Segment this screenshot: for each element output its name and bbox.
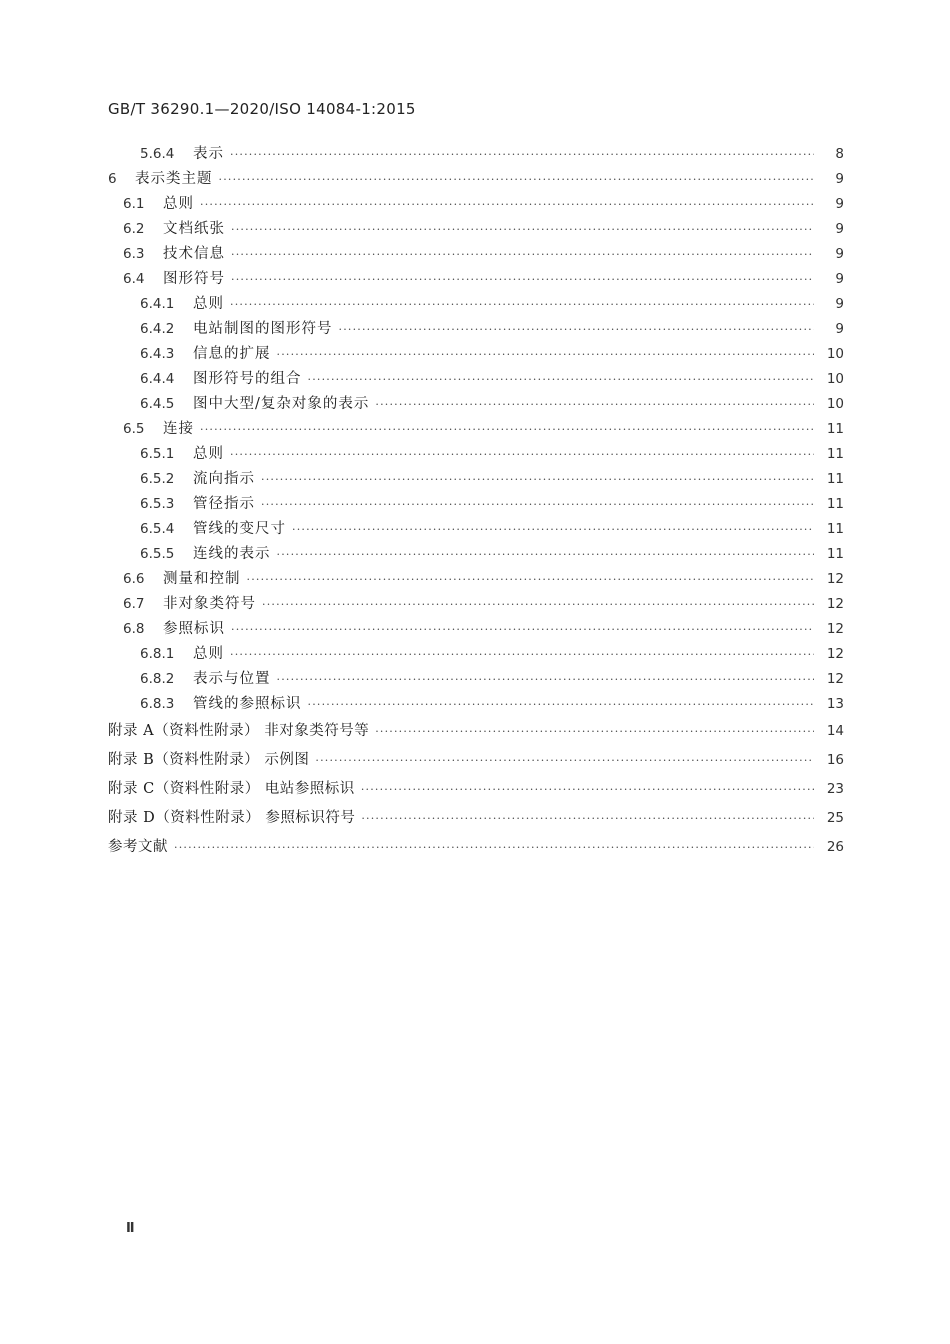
toc-entry-title: 表示 bbox=[193, 146, 224, 162]
toc-entry-number: 6.4 bbox=[123, 271, 145, 287]
toc-entry[interactable] bbox=[108, 267, 844, 292]
toc-entry[interactable] bbox=[108, 367, 844, 392]
toc-entry-page: 9 bbox=[835, 171, 844, 187]
toc-entry-title: 技术信息 bbox=[163, 246, 225, 262]
table-of-contents bbox=[108, 142, 844, 862]
toc-leader-dots bbox=[230, 292, 814, 317]
toc-entry-number: 6.5.3 bbox=[140, 496, 175, 512]
toc-entry-page: 9 bbox=[835, 246, 844, 262]
toc-entry-number: 6.5.2 bbox=[140, 471, 175, 487]
toc-leader-dots bbox=[200, 192, 814, 217]
toc-entry[interactable] bbox=[108, 567, 844, 592]
toc-entry[interactable] bbox=[108, 492, 844, 517]
toc-entry-page: 11 bbox=[826, 421, 844, 437]
toc-entry-title: 信息的扩展 bbox=[193, 346, 271, 362]
toc-entry-title: 非对象类符号 bbox=[163, 596, 256, 612]
toc-leader-dots bbox=[262, 592, 814, 617]
toc-entry-page: 11 bbox=[826, 446, 844, 462]
toc-leader-dots bbox=[339, 317, 815, 342]
toc-entry-title: 管径指示 bbox=[193, 496, 255, 512]
toc-entry-title: 管线的参照标识 bbox=[193, 696, 302, 712]
toc-entry-page: 8 bbox=[835, 146, 844, 162]
toc-entry-page: 12 bbox=[826, 646, 844, 662]
toc-entry-title: 图形符号的组合 bbox=[193, 371, 302, 387]
toc-appendix-entry[interactable] bbox=[108, 804, 844, 833]
toc-entry-number: 6.1 bbox=[123, 196, 145, 212]
toc-appendix-title: 附录 D（资料性附录） 参照标识符号 bbox=[108, 810, 356, 826]
toc-entry[interactable] bbox=[108, 242, 844, 267]
toc-appendix-page: 26 bbox=[826, 839, 844, 855]
toc-appendix-page: 25 bbox=[826, 810, 844, 826]
toc-leader-dots bbox=[200, 417, 814, 442]
toc-entry-number: 6.4.5 bbox=[140, 396, 175, 412]
toc-entry-page: 10 bbox=[826, 346, 844, 362]
document-id-header: GB/T 36290.1—2020/ISO 14084-1:2015 bbox=[108, 100, 416, 118]
toc-leader-dots bbox=[247, 567, 815, 592]
toc-appendix-title: 参考文献 bbox=[108, 839, 168, 855]
toc-entry-title: 文档纸张 bbox=[163, 221, 225, 237]
toc-entry-title: 总则 bbox=[193, 296, 224, 312]
toc-leader-dots bbox=[361, 804, 814, 829]
toc-entry[interactable] bbox=[108, 142, 844, 167]
toc-appendix-page: 16 bbox=[826, 752, 844, 768]
toc-leader-dots bbox=[277, 342, 815, 367]
page-number: Ⅱ bbox=[126, 1221, 135, 1236]
toc-entry[interactable] bbox=[108, 592, 844, 617]
toc-appendix-entry[interactable] bbox=[108, 717, 844, 746]
toc-entry-page: 12 bbox=[826, 671, 844, 687]
toc-entry-number: 6 bbox=[108, 171, 117, 187]
toc-appendix-page: 23 bbox=[826, 781, 844, 797]
toc-entry-number: 6.8 bbox=[123, 621, 145, 637]
toc-entry-page: 13 bbox=[826, 696, 844, 712]
toc-entry-page: 9 bbox=[835, 271, 844, 287]
toc-entry-page: 9 bbox=[835, 221, 844, 237]
toc-leader-dots bbox=[308, 692, 815, 717]
toc-entry-page: 10 bbox=[826, 396, 844, 412]
toc-entry[interactable] bbox=[108, 317, 844, 342]
toc-entry[interactable] bbox=[108, 192, 844, 217]
toc-entry-title: 图形符号 bbox=[163, 271, 225, 287]
toc-entry-title: 参照标识 bbox=[163, 621, 225, 637]
toc-entry[interactable] bbox=[108, 167, 844, 192]
toc-appendix-entry[interactable] bbox=[108, 775, 844, 804]
toc-entry-title: 管线的变尺寸 bbox=[193, 521, 286, 537]
toc-entry-number: 6.5.5 bbox=[140, 546, 175, 562]
toc-entry[interactable] bbox=[108, 692, 844, 717]
toc-entry-page: 9 bbox=[835, 196, 844, 212]
toc-leader-dots bbox=[219, 167, 815, 192]
toc-entry[interactable] bbox=[108, 642, 844, 667]
toc-entry[interactable] bbox=[108, 467, 844, 492]
toc-entry-number: 5.6.4 bbox=[140, 146, 175, 162]
toc-leader-dots bbox=[231, 617, 814, 642]
toc-entry-number: 6.8.3 bbox=[140, 696, 175, 712]
toc-entry-number: 6.4.1 bbox=[140, 296, 175, 312]
toc-appendix-title: 附录 B（资料性附录） 示例图 bbox=[108, 752, 310, 768]
toc-entry-title: 流向指示 bbox=[193, 471, 255, 487]
toc-appendix-entry[interactable] bbox=[108, 746, 844, 775]
toc-entry-title: 图中大型/复杂对象的表示 bbox=[193, 396, 370, 412]
toc-appendix-title: 附录 C（资料性附录） 电站参照标识 bbox=[108, 781, 355, 797]
toc-leader-dots bbox=[231, 242, 814, 267]
toc-entry-page: 11 bbox=[826, 496, 844, 512]
toc-entry[interactable] bbox=[108, 617, 844, 642]
toc-entry-number: 6.2 bbox=[123, 221, 145, 237]
toc-entry[interactable] bbox=[108, 217, 844, 242]
toc-entry-title: 总则 bbox=[193, 446, 224, 462]
toc-leader-dots bbox=[261, 467, 814, 492]
toc-entry-page: 9 bbox=[835, 296, 844, 312]
toc-leader-dots bbox=[361, 775, 814, 800]
toc-leader-dots bbox=[277, 667, 815, 692]
toc-leader-dots bbox=[230, 442, 814, 467]
toc-appendix-title: 附录 A（资料性附录） 非对象类符号等 bbox=[108, 723, 370, 739]
toc-entry[interactable] bbox=[108, 392, 844, 417]
toc-entry-number: 6.5.4 bbox=[140, 521, 175, 537]
toc-entry[interactable] bbox=[108, 542, 844, 567]
toc-entry-number: 6.6 bbox=[123, 571, 145, 587]
toc-entry-title: 连接 bbox=[163, 421, 194, 437]
toc-entry-page: 12 bbox=[826, 571, 844, 587]
toc-entry-page: 11 bbox=[826, 546, 844, 562]
toc-leader-dots bbox=[231, 267, 814, 292]
toc-leader-dots bbox=[231, 217, 814, 242]
toc-entry-number: 6.8.1 bbox=[140, 646, 175, 662]
toc-entry-title: 测量和控制 bbox=[163, 571, 241, 587]
toc-entry-page: 11 bbox=[826, 521, 844, 537]
toc-leader-dots bbox=[375, 717, 814, 742]
toc-leader-dots bbox=[315, 746, 814, 771]
toc-entry-number: 6.4.2 bbox=[140, 321, 175, 337]
toc-entry-number: 6.8.2 bbox=[140, 671, 175, 687]
toc-entry-page: 12 bbox=[826, 596, 844, 612]
toc-entry-title: 总则 bbox=[163, 196, 194, 212]
toc-leader-dots bbox=[292, 517, 814, 542]
toc-leader-dots bbox=[230, 642, 814, 667]
toc-appendix-entry[interactable] bbox=[108, 833, 844, 862]
toc-entry-number: 6.4.3 bbox=[140, 346, 175, 362]
toc-entry[interactable] bbox=[108, 342, 844, 367]
toc-entry-title: 总则 bbox=[193, 646, 224, 662]
toc-leader-dots bbox=[261, 492, 814, 517]
toc-entry-number: 6.5 bbox=[123, 421, 145, 437]
toc-entry[interactable] bbox=[108, 442, 844, 467]
toc-entry-page: 11 bbox=[826, 471, 844, 487]
toc-entry-title: 表示与位置 bbox=[193, 671, 271, 687]
toc-leader-dots bbox=[230, 142, 814, 167]
toc-entry-page: 12 bbox=[826, 621, 844, 637]
toc-entry-number: 6.7 bbox=[123, 596, 145, 612]
toc-entry[interactable] bbox=[108, 417, 844, 442]
toc-leader-dots bbox=[375, 392, 814, 417]
toc-leader-dots bbox=[174, 833, 814, 858]
toc-entry-number: 6.3 bbox=[123, 246, 145, 262]
toc-entry[interactable] bbox=[108, 667, 844, 692]
toc-leader-dots bbox=[277, 542, 815, 567]
toc-entry-title: 表示类主题 bbox=[135, 171, 213, 187]
toc-entry-number: 6.5.1 bbox=[140, 446, 175, 462]
toc-entry-title: 连线的表示 bbox=[193, 546, 271, 562]
toc-entry[interactable] bbox=[108, 292, 844, 317]
toc-entry[interactable] bbox=[108, 517, 844, 542]
toc-entry-page: 10 bbox=[826, 371, 844, 387]
toc-leader-dots bbox=[308, 367, 815, 392]
toc-entry-title: 电站制图的图形符号 bbox=[193, 321, 333, 337]
toc-appendix-page: 14 bbox=[826, 723, 844, 739]
toc-entry-page: 9 bbox=[835, 321, 844, 337]
toc-entry-number: 6.4.4 bbox=[140, 371, 175, 387]
